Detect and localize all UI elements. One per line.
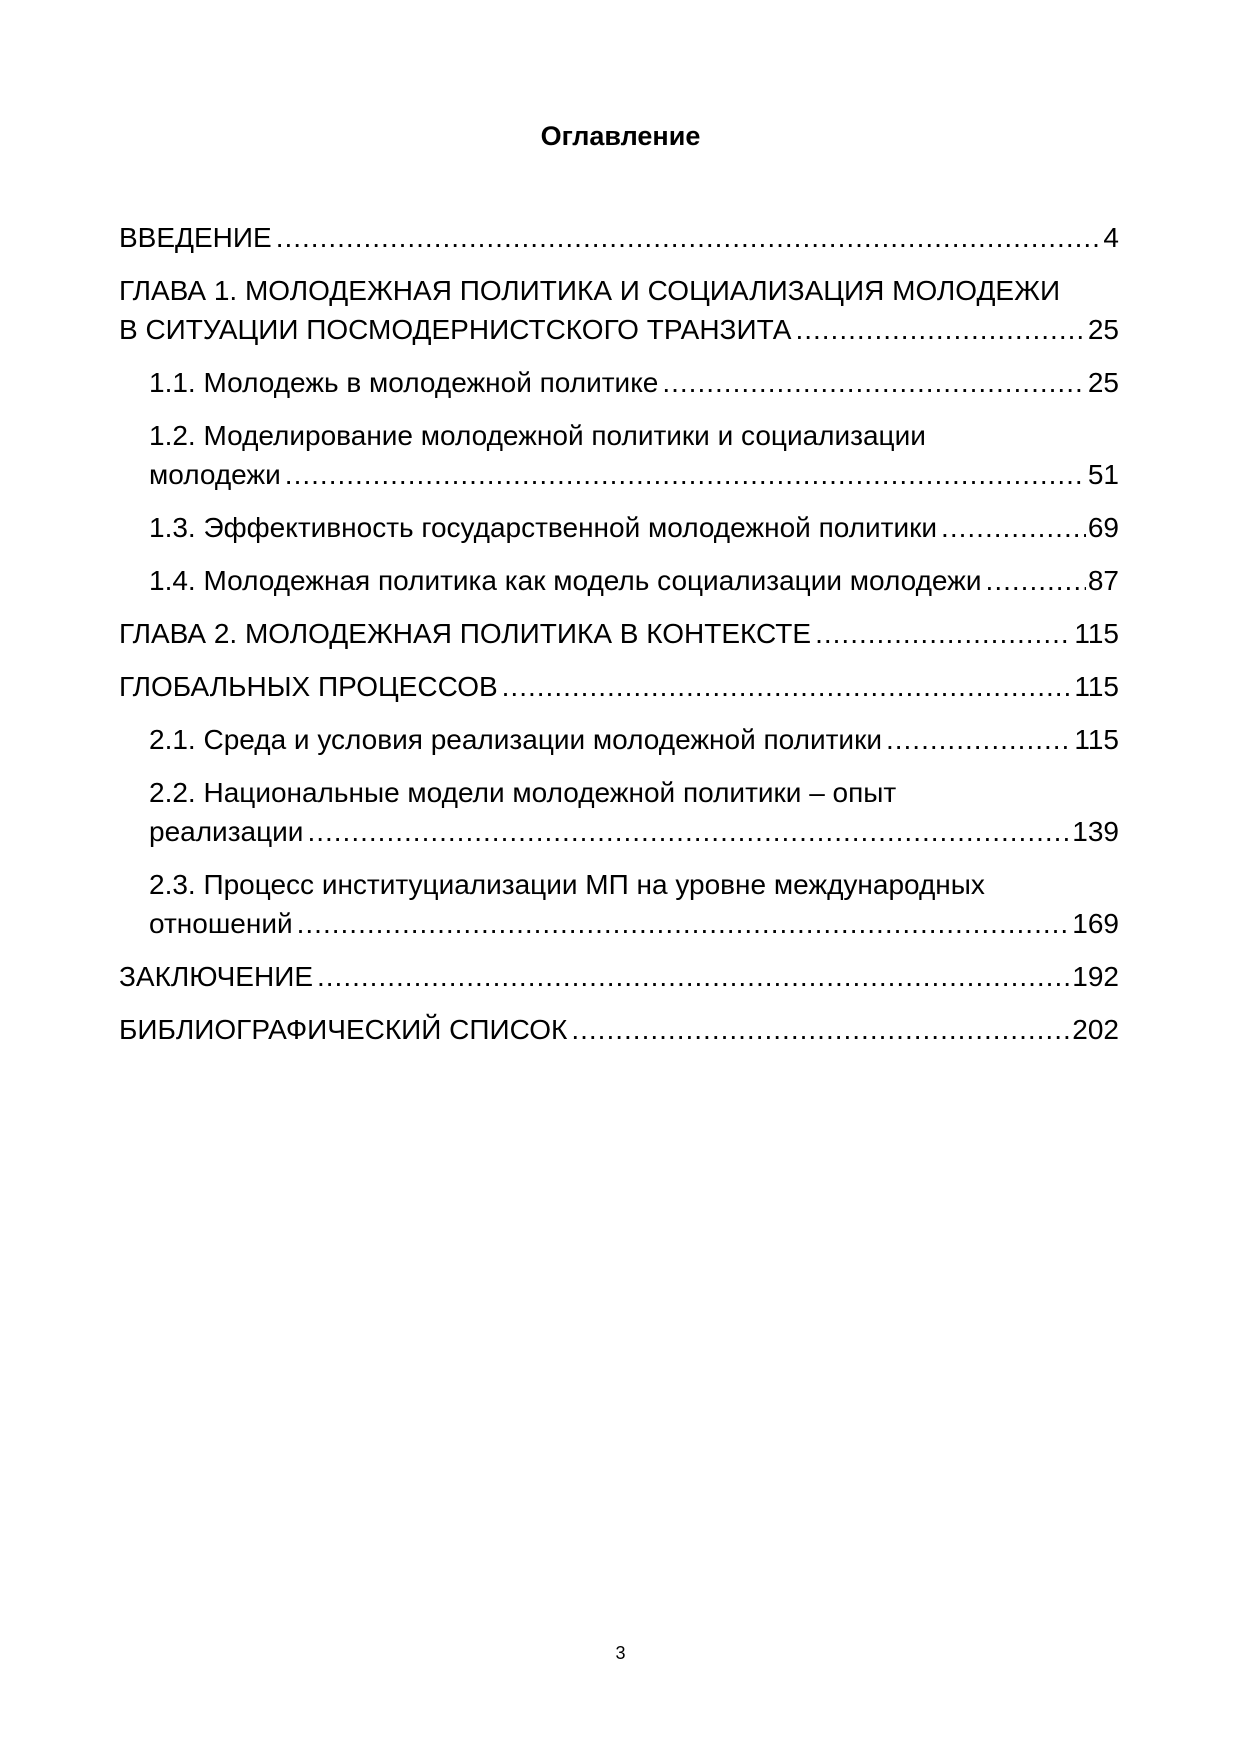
toc-entry-bibliography[interactable]: [119, 1010, 1119, 1049]
toc-page-number: 25: [1087, 314, 1119, 345]
dot-leader: [986, 561, 1086, 600]
page-number: 3: [615, 1643, 626, 1663]
toc-entry-text-line-1: ГЛАВА 1. МОЛОДЕЖНАЯ ПОЛИТИКА И СОЦИАЛИЗАЦИЯ МОЛОДЕЖИ: [119, 275, 1061, 306]
dot-leader: [571, 1010, 1070, 1049]
toc-page-number: 115: [1074, 671, 1119, 702]
toc-entry-section-1-4[interactable]: [119, 561, 1119, 600]
toc-page-number: 115: [1074, 724, 1119, 755]
dot-leader: [317, 957, 1070, 996]
toc-entry-chapter-1[interactable]: [119, 271, 1119, 349]
toc-entry-text: 1.4. Молодежная политика как модель социализации молодежи: [149, 565, 982, 596]
dot-leader: [941, 508, 1086, 547]
toc-entry-introduction[interactable]: [119, 218, 1119, 257]
dot-leader: [502, 667, 1073, 706]
toc-entry-text-line-1: 1.2. Моделирование молодежной политики и социализации: [149, 420, 926, 451]
toc-entry-text: ЗАКЛЮЧЕНИЕ: [119, 961, 313, 992]
toc-entry-section-1-2[interactable]: [119, 416, 1119, 494]
toc-page-number: 169: [1072, 908, 1119, 939]
toc-entry-chapter-2[interactable]: [119, 614, 1119, 653]
toc-page-number: 69: [1087, 512, 1119, 543]
dot-leader: [662, 363, 1086, 402]
toc-entry-text-line-1: 2.3. Процесс институциализации МП на уровне международных: [149, 869, 985, 900]
toc-entry-chapter-2-continued[interactable]: [119, 667, 1119, 706]
dot-leader: [886, 720, 1072, 759]
toc-page-number: 25: [1087, 367, 1119, 398]
toc-entry-section-1-1[interactable]: [119, 363, 1119, 402]
toc-entry-text: 1.3. Эффективность государственной молодежной политики: [149, 512, 938, 543]
toc-page-number: 139: [1072, 816, 1119, 847]
toc-page-number: 202: [1072, 1014, 1119, 1045]
toc-entry-text-line-1: 2.2. Национальные модели молодежной политики – опыт: [149, 777, 897, 808]
dot-leader: [795, 310, 1085, 349]
toc-entry-text: В СИТУАЦИИ ПОСМОДЕРНИСТСКОГО ТРАНЗИТА: [119, 314, 792, 345]
toc-entry-text: молодежи: [149, 459, 281, 490]
dot-leader: [297, 904, 1071, 943]
toc-entry-text: ВВЕДЕНИЕ: [119, 222, 272, 253]
toc-entry-text: отношений: [149, 908, 293, 939]
dot-leader: [307, 812, 1070, 851]
toc-page-number: 192: [1072, 961, 1119, 992]
toc-page-number: 4: [1103, 222, 1119, 253]
toc-entry-section-2-3[interactable]: [119, 865, 1119, 943]
toc-entry-text: реализации: [149, 816, 304, 847]
toc-title: Оглавление: [540, 121, 701, 151]
toc-entry-text: БИБЛИОГРАФИЧЕСКИЙ СПИСОК: [119, 1014, 568, 1045]
toc-entry-section-2-2[interactable]: [119, 773, 1119, 851]
toc-entry-text: 1.1. Молодежь в молодежной политике: [149, 367, 659, 398]
toc-page-number: 87: [1087, 565, 1119, 596]
toc-entry-text: ГЛОБАЛЬНЫХ ПРОЦЕССОВ: [119, 671, 498, 702]
toc-entry-text: ГЛАВА 2. МОЛОДЕЖНАЯ ПОЛИТИКА В КОНТЕКСТЕ: [119, 618, 812, 649]
toc-page-number: 115: [1074, 618, 1119, 649]
toc-entry-section-1-3[interactable]: [119, 508, 1119, 547]
toc-entry-conclusion[interactable]: [119, 957, 1119, 996]
table-of-contents: [119, 218, 1119, 1063]
dot-leader: [285, 455, 1086, 494]
dot-leader: [815, 614, 1072, 653]
toc-entry-text: 2.1. Среда и условия реализации молодежной политики: [149, 724, 882, 755]
dot-leader: [276, 218, 1102, 257]
toc-page-number: 51: [1087, 459, 1119, 490]
toc-entry-section-2-1[interactable]: [119, 720, 1119, 759]
